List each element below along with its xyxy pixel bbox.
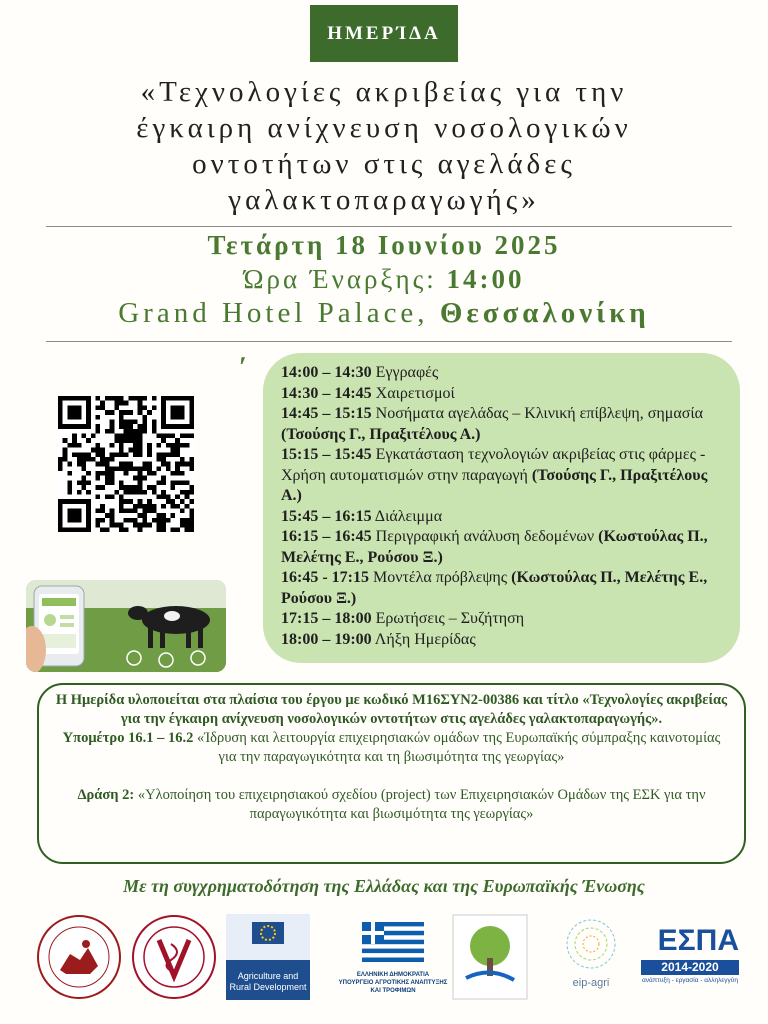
schedule-item <box>281 445 730 507</box>
schedule-time: 16:45 - 17:15 <box>281 569 369 586</box>
title-line: έγκαιρη ανίχνευση νοσολογικών <box>136 112 632 144</box>
qr-code-icon[interactable] <box>58 396 194 532</box>
dairy-cow-app-image <box>26 580 226 672</box>
eu-logo-line1: Agriculture and <box>237 971 299 981</box>
divider-top <box>46 226 732 227</box>
event-venue <box>0 297 768 330</box>
schedule-text: Χαιρετισμοί <box>375 384 455 402</box>
aristotle-university-logo-icon <box>36 914 122 1000</box>
accent-mark: ʹ <box>239 352 247 383</box>
event-date: Τετάρτη 18 Ιουνίου 2025 <box>207 230 561 260</box>
schedule-text: Εγκατάσταση τεχνολογιών ακριβείας στις φάρμες - Χρήση αυτοματισμών στην παραγωγή <box>281 446 706 484</box>
schedule-item <box>281 568 730 609</box>
schedule-text: Μοντέλα πρόβλεψης <box>372 569 508 586</box>
schedule-text: Λήξη Ημερίδας <box>374 630 476 648</box>
schedule-time: 18:00 – 19:00 <box>281 630 372 648</box>
schedule-text: Ερωτήσεις – Συζήτηση <box>375 610 525 627</box>
event-type-banner <box>310 5 458 62</box>
submeasure-label: Υπομέτρο 16.1 – 16.2 <box>62 730 194 746</box>
schedule-speakers: (Τσούσης Γ., Πραξιτέλους Α.) <box>281 425 481 443</box>
cow-illustration-icon <box>26 580 226 672</box>
eip-agri-logo-icon <box>558 914 624 1000</box>
eu-agriculture-logo <box>226 914 310 1000</box>
schedule-speakers: (Κωστούλας Π., Μελέτης Ε., Ρούσου Ξ.) <box>281 569 708 607</box>
project-description: Η Ημερίδα υλοποιείται στα πλαίσια του έργου με κωδικό Μ16ΣΥΝ2-00386 και τίτλο «Τεχνολογίες ακριβείας για την έγκαιρη ανίχνευση νοσολογικών οντοτήτων στις αγελάδες γαλακτοπαραγωγής». <box>55 692 728 727</box>
action <box>55 786 728 824</box>
schedule-time: 14:30 – 14:45 <box>281 384 372 402</box>
venue-name: Grand Hotel Palace, <box>118 297 429 329</box>
ministry-line2: ΥΠΟΥΡΓΕΙΟ ΑΓΡΟΤΙΚΗΣ ΑΝΑΠΤΥΞΗΣ ΚΑΙ ΤΡΟΦΙΜΩΝ <box>338 980 448 994</box>
title-line: γαλακτοπαραγωγής» <box>228 184 540 216</box>
project-info-box <box>37 683 746 864</box>
eu-logo-line2: Rural Development <box>229 982 307 992</box>
start-time-label: Ώρα Έναρξης: <box>243 264 437 294</box>
schedule-text: Νοσήματα αγελάδας – Κλινική επίβλεψη, σημασία <box>375 405 704 422</box>
espa-years: 2014-2020 <box>641 960 739 975</box>
schedule-item <box>281 609 730 630</box>
schedule-item <box>281 363 730 384</box>
event-title <box>60 74 708 218</box>
title-line: «Τεχνολογίες ακριβείας για την <box>140 76 628 108</box>
ministry-line1: ΕΛΛΗΝΙΚΗ ΔΗΜΟΚΡΑΤΙΑ <box>356 972 430 978</box>
schedule-time: 14:45 – 15:15 <box>281 405 372 422</box>
co-funding-statement: Με τη συγχρηματοδότηση της Ελλάδας και της Ευρωπαϊκής Ένωσης <box>123 876 645 896</box>
eip-logo-text: eip-agri <box>572 977 610 989</box>
schedule-time: 15:45 – 16:15 <box>281 507 372 525</box>
submeasure <box>55 729 728 767</box>
espa-tagline: ανάπτυξη - εργασία - αλληλεγγύη <box>642 977 738 984</box>
eu-stars-icon <box>226 914 310 960</box>
veterinary-school-logo-icon <box>131 914 217 1000</box>
espa-title: ΕΣΠΑ <box>657 924 739 957</box>
schedule-time: 15:15 – 15:45 <box>281 446 372 463</box>
schedule-item <box>281 384 730 405</box>
event-type-label: ΗΜΕΡΊΔΑ <box>327 22 441 44</box>
start-time-value: 14:00 <box>446 264 525 294</box>
schedule-text: Εγγραφές <box>375 364 439 381</box>
schedule-speakers: (Κωστούλας Π., Μελέτης Ε., Ρούσου Ξ.) <box>281 528 708 566</box>
schedule-text: Διάλειμμα <box>374 507 443 525</box>
venue-city: Θεσσαλονίκη <box>439 297 650 329</box>
schedule-time: 14:00 – 14:30 <box>281 364 372 381</box>
action-label: Δράση 2: <box>77 787 135 803</box>
schedule-item <box>281 527 730 568</box>
schedule-text: Περιγραφική ανάλυση δεδομένων <box>375 528 595 545</box>
schedule-speakers: (Τσούσης Γ., Πραξιτέλους Α.) <box>281 466 708 504</box>
greek-flag-icon <box>362 922 424 962</box>
schedule-panel <box>263 353 740 663</box>
greek-ministry-logo <box>338 914 448 1000</box>
event-start-time <box>0 264 768 295</box>
schedule-time: 17:15 – 18:00 <box>281 610 372 627</box>
divider-bottom <box>46 341 732 342</box>
action-text: «Υλοποίηση του επιχειρησιακού σχεδίου (project) των Επιχειρησιακών Ομάδων της ΕΣΚ για την παραγωγικότητα και βιωσιμότητα της γεωργίας» <box>137 787 706 822</box>
rural-development-program-logo-icon <box>452 914 528 1000</box>
title-line: οντοτήτων στις αγελάδες <box>192 148 576 180</box>
schedule-item <box>281 630 730 651</box>
schedule-time: 16:15 – 16:45 <box>281 528 372 545</box>
schedule-item <box>281 507 730 528</box>
espa-logo <box>641 914 739 1000</box>
schedule-item <box>281 404 730 445</box>
submeasure-text: «Ίδρυση και λειτουργία επιχειρησιακών ομάδων της Ευρωπαϊκής σύμπραξης καινοτομίας για την παραγωγικότητα και τη βιωσιμότητα της γεωργίας» <box>196 730 721 765</box>
